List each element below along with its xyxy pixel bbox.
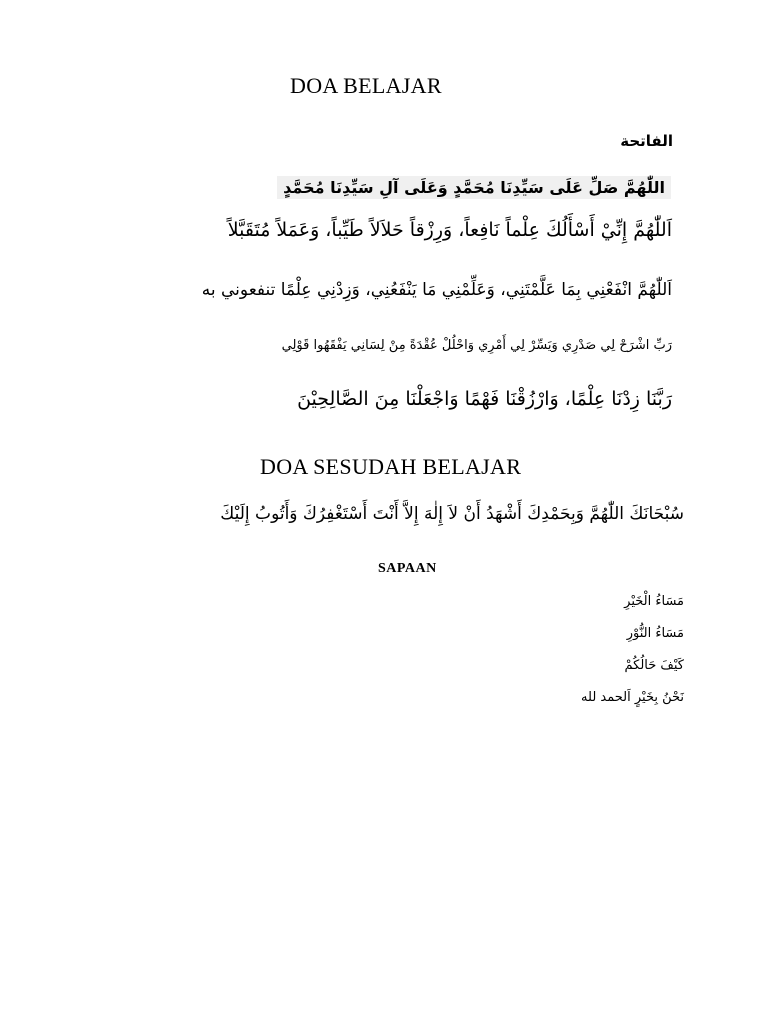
doa-belajar-title: DOA BELAJAR <box>290 73 442 98</box>
doa-line-1: اَللّٰهُمَّ إِنِّيْ أَسْأَلُكَ عِلْماً نَافِعاً، وَرِزْقاً حَلاَلاً طَيِّباً، وَعَمَلاً مُتَقَبَّلاً <box>227 219 672 241</box>
sapaan-item-4: نَحْنُ بِخَيْرٍ اَلحمد لله <box>581 690 684 705</box>
salawat-line: اللّٰهُمَّ صَلِّ عَلَى سَيِّدِنَا مُحَمَّدٍ وَعَلَى آلِ سَيِّدِنَا مُحَمَّدٍ <box>277 176 671 199</box>
doa-line-3: رَبِّ اشْرَحْ لِي صَدْرِي وَيَسِّرْ لِي أَمْرِي وَاحْلُلْ عُقْدَةً مِنْ لِسَانِي يَفْقَهُوا قَوْلِي <box>281 338 672 353</box>
doa-line-2: اَللّٰهُمَّ انْفَعْنِي بِمَا عَلَّمْتَنِي، وَعَلِّمْنِي مَا يَنْفَعُنِي، وَزِدْنِي عِلْمًا تنفعوني به <box>201 280 672 300</box>
sapaan-item-2: مَسَاءُ النُّوْرِ <box>626 626 684 641</box>
doa-line-4: رَبَّنَا زِدْنَا عِلْمًا، وَارْزُقْنَا فَهْمًا وَاجْعَلْنَا مِنَ الصَّالِحِيْنَ <box>297 388 672 410</box>
sapaan-title: SAPAAN <box>378 561 437 576</box>
doa-sesudah-title: DOA SESUDAH BELAJAR <box>260 454 522 479</box>
sapaan-item-3: كَيْفَ حَالُكُمْ <box>624 658 684 673</box>
sapaan-item-1: مَسَاءُ الْخَيْرِ <box>624 594 684 609</box>
doa-sesudah-line: سُبْحَانَكَ اللّٰهُمَّ وَبِحَمْدِكَ أَشْهَدُ أَنْ لاَ إِلٰهَ إِلاَّ أَنْتَ أَسْتَغْفِرُكَ وَأَتُوبُ إِلَيْكَ <box>220 504 684 524</box>
fatihah-heading: الفاتحة <box>620 132 673 150</box>
